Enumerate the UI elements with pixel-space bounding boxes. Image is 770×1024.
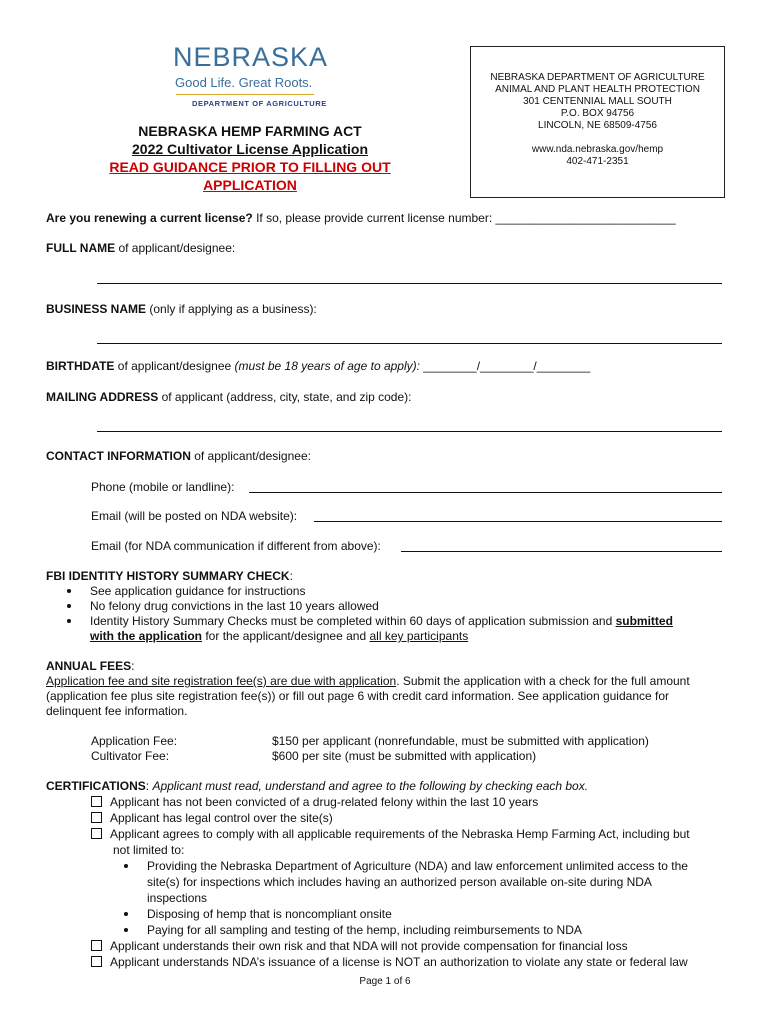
certification-item[interactable]: Applicant has legal control over the site(s) [91,810,741,826]
birthdate-field[interactable]: BIRTHDATE of applicant/designee (must be 18 years of age to apply): ________/________/________ [46,359,591,373]
application-title: 2022 Cultivator License Application [132,141,368,157]
address-line: LINCOLN, NE 68509-4756 [538,120,657,131]
certification-item[interactable]: Applicant understands NDA’s issuance of a license is NOT an authorization to violate any state or federal law [91,954,741,970]
address-line: 301 CENTENNIAL MALL SOUTH [523,96,672,107]
business-name-label: BUSINESS NAME (only if applying as a business): [46,302,317,316]
list-item: No felony drug convictions in the last 10 years allowed [67,599,727,614]
checkbox[interactable] [91,828,102,839]
mailing-address-label: MAILING ADDRESS of applicant (address, city, state, and zip code): [46,390,412,404]
list-item: Identity History Summary Checks must be completed within 60 days of application submission and submitted [67,614,727,629]
phone-label: Phone (mobile or landline): [91,480,235,494]
email-website-field[interactable] [314,521,722,522]
list-item: See application guidance for instructions [67,584,727,599]
address-line: ANIMAL AND PLANT HEALTH PROTECTION [495,84,700,95]
list-item-cont: with the application for the applicant/designee and all key participants [90,629,469,643]
email-website-label: Email (will be posted on NDA website): [91,509,298,523]
fee-row: Application Fee: $150 per applicant (nonrefundable, must be submitted with application) [91,734,649,748]
sub-item: Providing the Nebraska Department of Agriculture (NDA) and law enforcement unlimited access to the [91,858,741,874]
address-line: NEBRASKA DEPARTMENT OF AGRICULTURE [490,72,705,83]
business-name-field[interactable] [97,343,722,344]
certification-item[interactable]: Applicant agrees to comply with all applicable requirements of the Nebraska Hemp Farming Act, including but [91,826,741,842]
sub-item-cont: inspections [147,891,208,905]
act-title: NEBRASKA HEMP FARMING ACT [138,123,362,139]
page-number: Page 1 of 6 [359,976,411,987]
email-nda-label: Email (for NDA communication if different from above): [91,539,381,553]
contact-info-label: CONTACT INFORMATION of applicant/designee: [46,449,311,463]
address-box [470,46,725,198]
mailing-address-field[interactable] [97,431,722,432]
certification-item-cont: not limited to: [113,843,185,857]
guidance-warning: READ GUIDANCE PRIOR TO FILLING OUT [109,159,391,175]
fbi-heading: FBI IDENTITY HISTORY SUMMARY CHECK: [46,569,293,583]
sub-item: Disposing of hemp that is noncompliant onsite [91,906,741,922]
sub-item-cont: site(s) for inspections which includes having an authorized person available on-site during NDA [147,875,652,889]
logo-tagline: Good Life. Great Roots. [175,75,313,90]
certification-item[interactable]: Applicant understands their own risk and that NDA will not provide compensation for financial loss [91,938,741,954]
fee-row: Cultivator Fee: $600 per site (must be submitted with application) [91,749,537,763]
full-name-label: FULL NAME of applicant/designee: [46,241,236,255]
full-name-field[interactable] [97,283,722,284]
email-nda-field[interactable] [401,551,722,552]
logo-department: DEPARTMENT OF AGRICULTURE [192,99,327,108]
renewal-text: If so, please provide current license number: ___________________________ [252,211,676,225]
guidance-warning-cont: APPLICATION [203,177,297,193]
checkbox[interactable] [91,940,102,951]
checkbox[interactable] [91,796,102,807]
renewal-question[interactable] [46,211,676,225]
fbi-list [67,584,727,644]
checkbox[interactable] [91,956,102,967]
checkbox[interactable] [91,812,102,823]
logo-rule [176,94,314,95]
certification-item[interactable]: Applicant has not been convicted of a drug-related felony within the last 10 years [91,794,741,810]
fees-paragraph: Application fee and site registration fee(s) are due with application. Submit the application with a check for the full amount (application fee plus site registration fee(s)) or fill out page 6 with credit card information. See application guidance for delinquent fee information. [46,674,690,718]
website-link[interactable]: www.nda.nebraska.gov/hemp [531,144,664,155]
title-block [80,122,420,194]
phone-field[interactable] [249,492,722,493]
fees-heading: ANNUAL FEES: [46,659,135,673]
phone-number: 402-471-2351 [566,156,629,167]
logo-wordmark: NEBRASKA [173,42,329,72]
certifications-list [91,794,741,970]
sub-item: Paying for all sampling and testing of the hemp, including reimbursements to NDA [91,922,741,938]
certifications-heading: CERTIFICATIONS: Applicant must read, understand and agree to the following by checking each box. [46,779,589,793]
renewal-label: Are you renewing a current license? [46,211,253,225]
address-line: P.O. BOX 94756 [560,108,635,119]
